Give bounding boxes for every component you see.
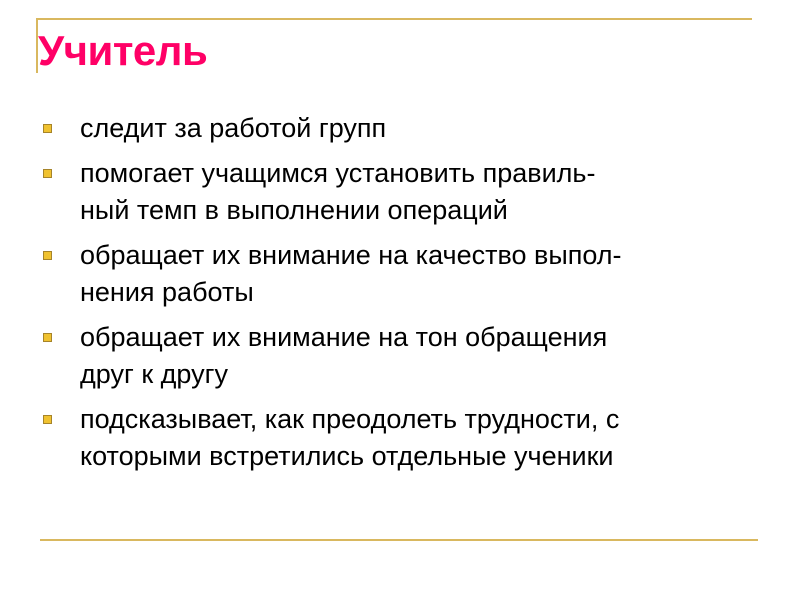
bullet-text-line: обращает их внимание на тон обращения bbox=[80, 322, 608, 352]
top-divider bbox=[36, 18, 752, 20]
bullet-text-line: следит за работой групп bbox=[80, 113, 387, 143]
square-bullet-icon bbox=[43, 415, 52, 424]
bullet-item bbox=[40, 155, 760, 229]
square-bullet-icon bbox=[43, 333, 52, 342]
bullet-item bbox=[40, 237, 760, 311]
bullet-item bbox=[40, 401, 760, 475]
bullet-text-line: подсказывает, как преодолеть трудности, с bbox=[80, 404, 620, 434]
square-bullet-icon bbox=[43, 169, 52, 178]
bullet-text-line: которыми встретились отдельные ученики bbox=[80, 441, 614, 471]
bullet-text-line: нения работы bbox=[80, 277, 254, 307]
slide-title: Учитель bbox=[38, 27, 208, 74]
bullet-text-line: друг к другу bbox=[80, 359, 228, 389]
bullet-list bbox=[40, 110, 760, 483]
bullet-item bbox=[40, 319, 760, 393]
bottom-divider bbox=[40, 539, 758, 541]
bullet-text-line: обращает их внимание на качество выпол- bbox=[80, 240, 622, 270]
square-bullet-icon bbox=[43, 124, 52, 133]
bullet-item bbox=[40, 110, 760, 147]
bullet-text-line: помогает учащимся установить правиль- bbox=[80, 158, 596, 188]
square-bullet-icon bbox=[43, 251, 52, 260]
bullet-text-line: ный темп в выполнении операций bbox=[80, 195, 508, 225]
